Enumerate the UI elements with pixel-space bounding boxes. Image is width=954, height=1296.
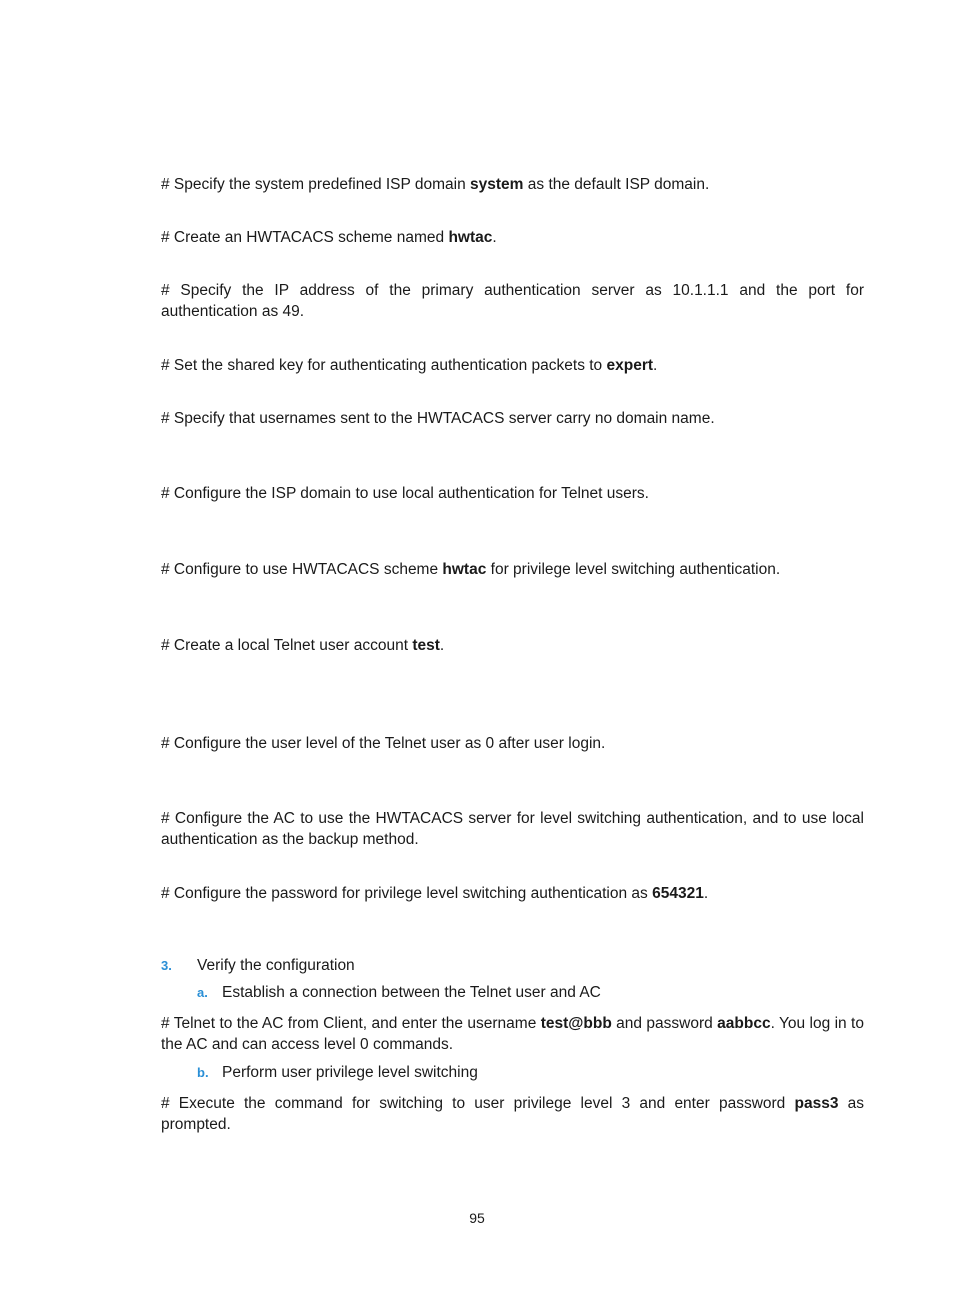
bold-term: expert [606, 357, 654, 374]
step-number: 3. [161, 958, 172, 973]
instruction-level-switch-execute: # Execute the command for switching to user privilege level 3 and enter password pass3 as prompted. [161, 1095, 864, 1133]
step-number: a. [197, 985, 208, 1000]
instruction-level-switch-password: # Configure the password for privilege level switching authentication as 654321. [161, 885, 709, 902]
bold-term: aabbcc [717, 1015, 771, 1032]
instruction-telnet-login: # Telnet to the AC from Client, and enter the username test@bbb and password aabbcc. You log in to the AC and can access level 0 commands. [161, 1015, 864, 1053]
bold-term: hwtac [448, 229, 493, 246]
bold-term: test@bbb [540, 1015, 612, 1032]
bold-term: test [412, 637, 440, 654]
instruction-shared-key: # Set the shared key for authenticating authentication packets to expert. [161, 357, 658, 374]
instruction-create-telnet-user: # Create a local Telnet user account test. [161, 637, 445, 654]
step-label: Perform user privilege level switching [222, 1064, 478, 1081]
instruction-user-level: # Configure the user level of the Telnet user as 0 after user login. [161, 735, 606, 752]
instruction-no-domain-name: # Specify that usernames sent to the HWTACACS server carry no domain name. [161, 410, 715, 427]
bold-term: hwtac [442, 561, 487, 578]
instruction-level-switch-scheme: # Configure to use HWTACACS scheme hwtac for privilege level switching authentication. [161, 561, 781, 578]
bold-term: system [470, 176, 524, 193]
page-number: 95 [469, 1210, 485, 1226]
instruction-level-switch-method: # Configure the AC to use the HWTACACS server for level switching authentication, and to use local authentication as the backup method. [161, 810, 864, 848]
instruction-default-isp-domain: # Specify the system predefined ISP domain system as the default ISP domain. [161, 176, 710, 193]
step-number: b. [197, 1065, 209, 1080]
instruction-create-hwtacacs-scheme: # Create an HWTACACS scheme named hwtac. [161, 229, 497, 246]
instruction-primary-auth-server: # Specify the IP address of the primary authentication server as 10.1.1.1 and the port for authentication as 49. [161, 282, 864, 320]
instruction-local-auth-telnet: # Configure the ISP domain to use local authentication for Telnet users. [161, 485, 649, 502]
bold-term: pass3 [794, 1095, 839, 1112]
step-label: Verify the configuration [197, 957, 355, 974]
bold-term: 654321 [652, 885, 704, 902]
step-label: Establish a connection between the Telnet user and AC [222, 984, 601, 1001]
